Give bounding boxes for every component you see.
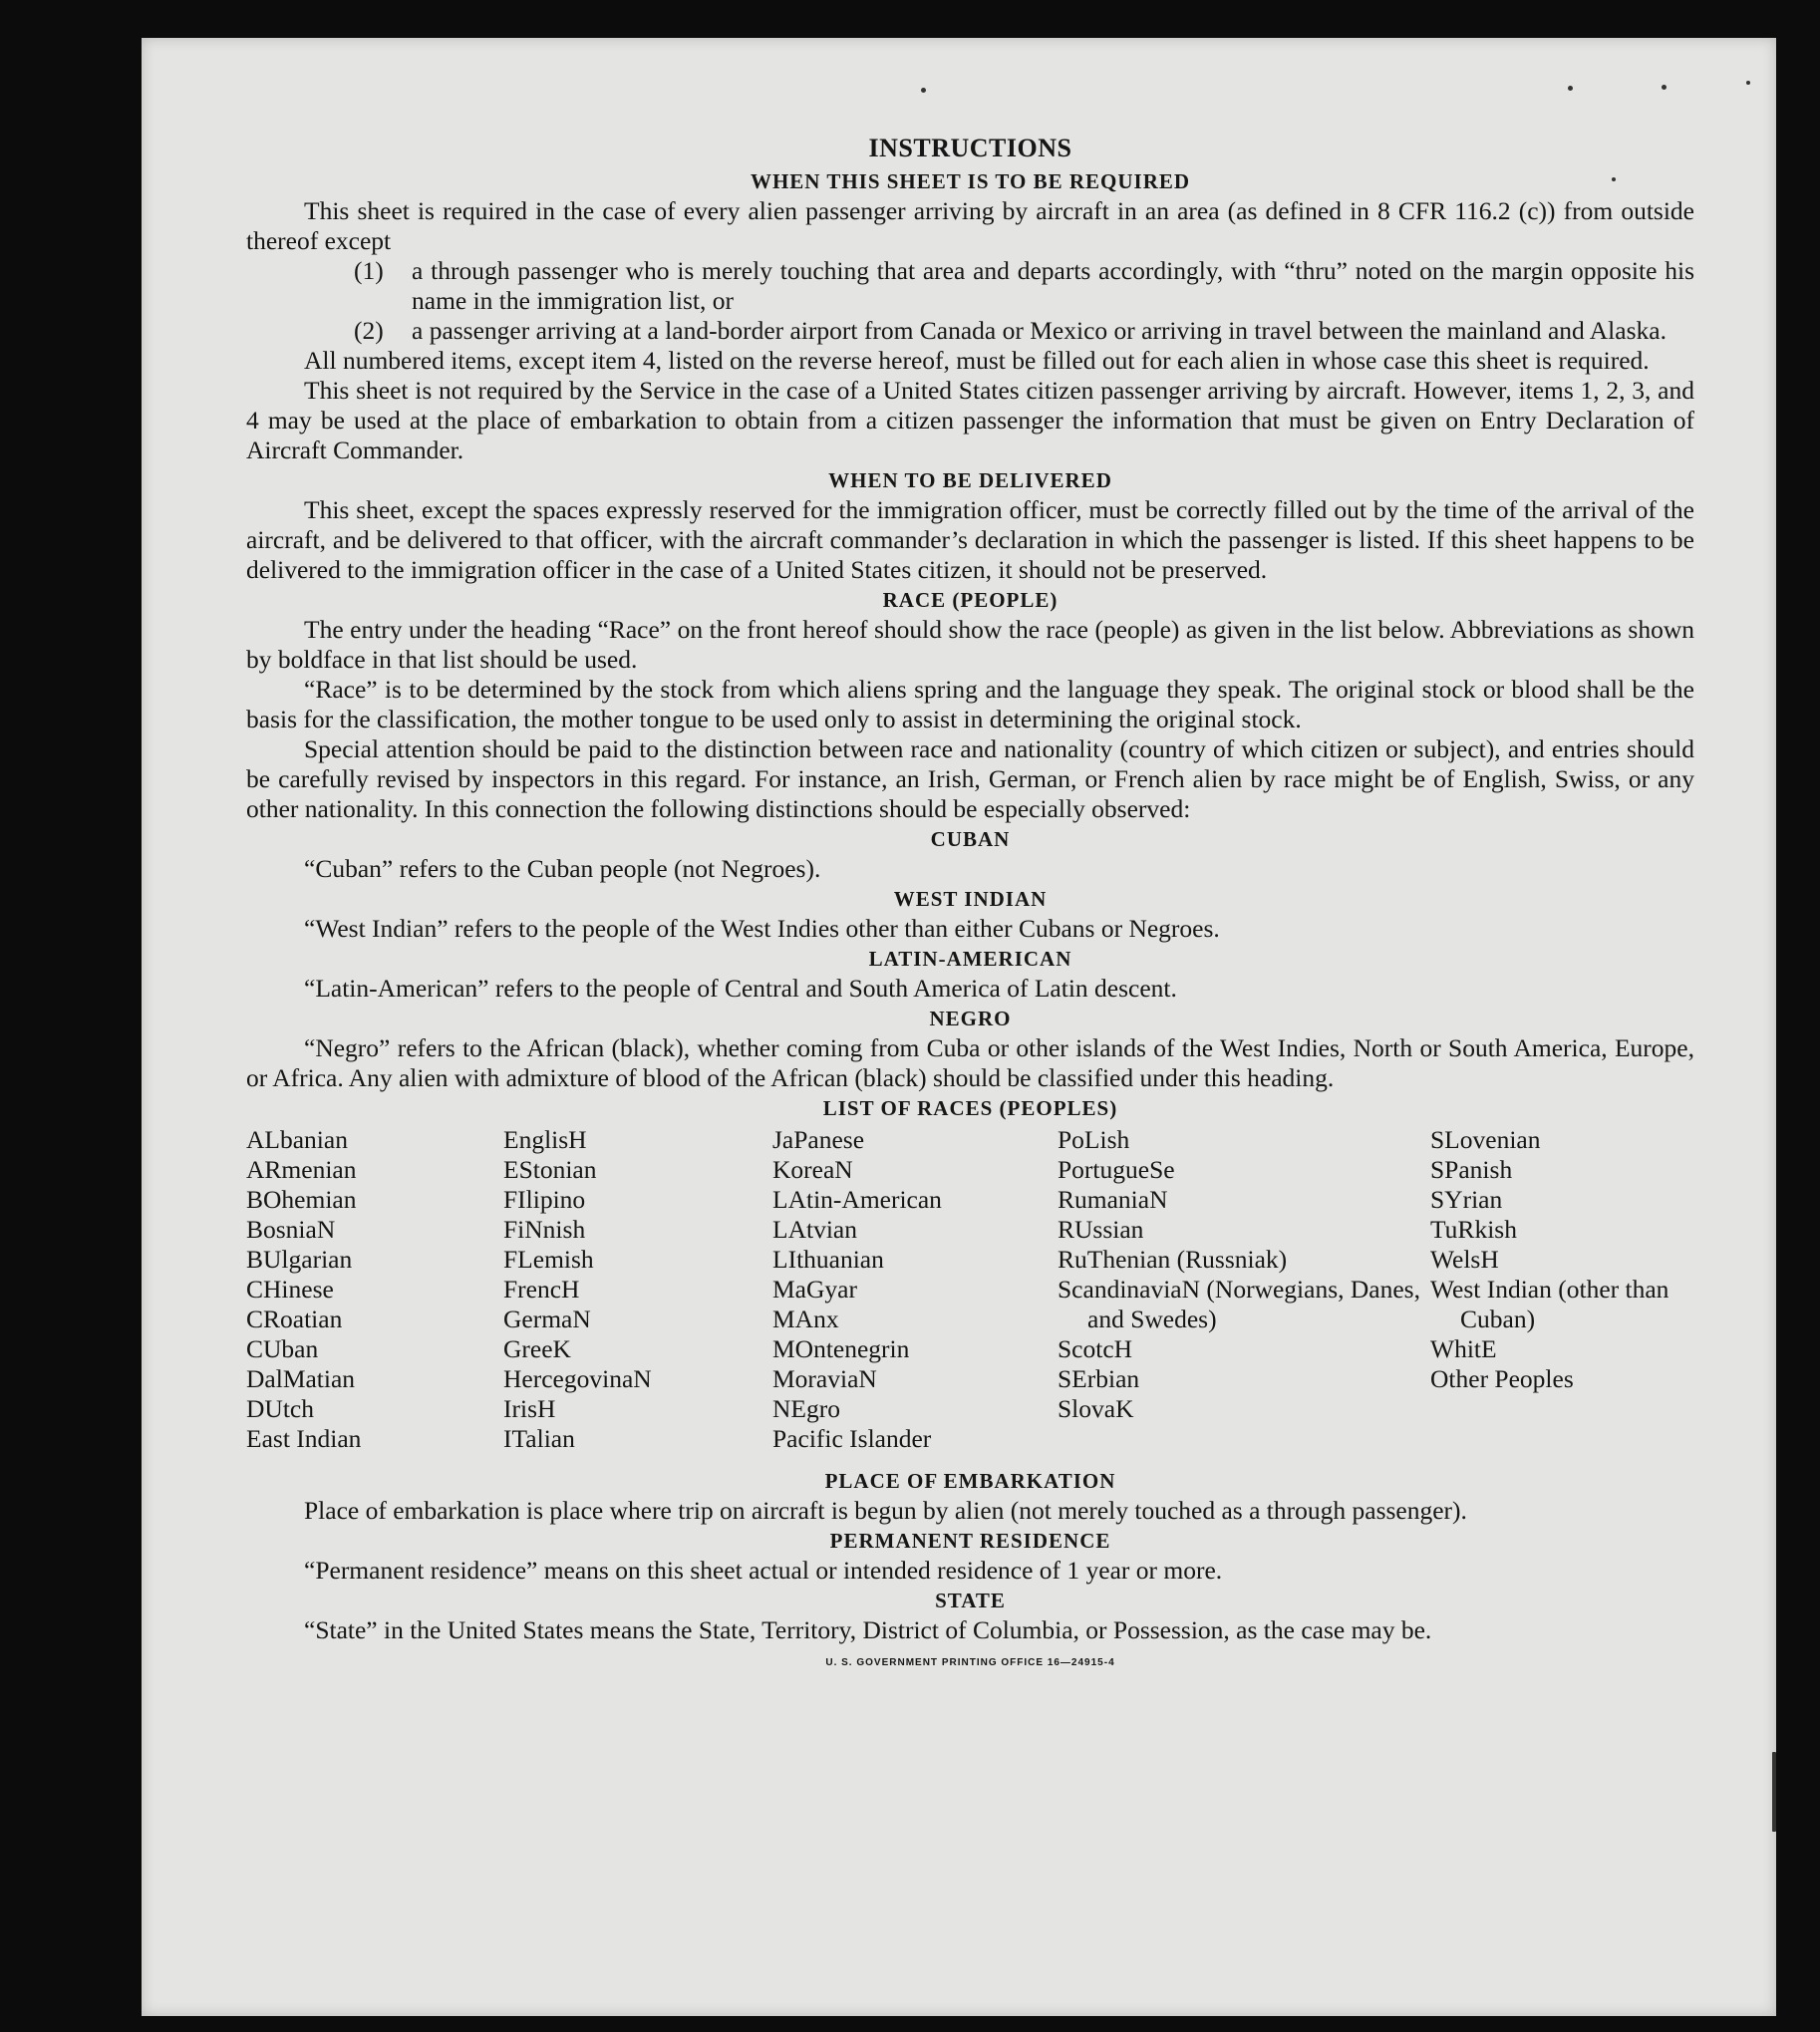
race-entry: West Indian (other than Cuban): [1430, 1275, 1669, 1333]
page-title: INSTRUCTIONS: [868, 134, 1072, 162]
race-entry: LAtvian: [772, 1215, 857, 1244]
race-entry: SYrian: [1430, 1185, 1503, 1214]
race-entry: MaGyar: [772, 1275, 857, 1304]
paragraph: “Latin-American” refers to the people of Central and South America of Latin descent.: [304, 974, 1177, 1003]
race-entry: EnglisH: [503, 1125, 587, 1154]
race-entry: East Indian: [246, 1424, 362, 1453]
race-entry: ScandinaviaN (Norwegians, Danes, and Swedes): [1058, 1275, 1420, 1333]
race-entry: CHinese: [246, 1275, 334, 1304]
section-heading-west-indian: WEST INDIAN: [893, 887, 1048, 911]
race-entry: MOntenegrin: [772, 1334, 910, 1363]
race-column: [1058, 1125, 1430, 1454]
race-entry: LIthuanian: [772, 1245, 884, 1274]
race-entry: SErbian: [1058, 1364, 1140, 1393]
paragraph: Special attention should be paid to the distinction between race and nationality (country of which citizen or subject), and entries should be carefully revised by inspectors in this regard. For instance, an Irish, German, or French alien by race might be of English, Swiss, or any other nationality. In this connection the following distinctions should be especially observed:: [246, 734, 1694, 823]
race-list: [246, 1125, 1694, 1454]
print-speck: [921, 88, 926, 93]
section-heading-delivered: WHEN TO BE DELIVERED: [828, 468, 1112, 492]
section-heading-cuban: CUBAN: [930, 827, 1011, 851]
print-speck: [1772, 1752, 1776, 1832]
race-entry: FiNnish: [503, 1215, 586, 1244]
print-speck: [1662, 85, 1667, 90]
race-entry: SlovaK: [1058, 1394, 1134, 1423]
race-entry: IrisH: [503, 1394, 556, 1423]
paragraph: “West Indian” refers to the people of the West Indies other than either Cubans or Negroes.: [304, 914, 1220, 943]
list-item: [246, 316, 1694, 346]
print-speck: [1746, 81, 1750, 85]
race-column: [246, 1125, 503, 1454]
list-item: [246, 256, 1694, 316]
race-entry: RUssian: [1058, 1215, 1144, 1244]
race-entry: NEgro: [772, 1394, 840, 1423]
race-entry: RumaniaN: [1058, 1185, 1168, 1214]
print-speck: [1568, 86, 1573, 91]
race-entry: WhitE: [1430, 1334, 1497, 1363]
race-entry: DUtch: [246, 1394, 314, 1423]
race-entry: ScotcH: [1058, 1334, 1133, 1363]
race-entry: FrencH: [503, 1275, 580, 1304]
race-entry: CRoatian: [246, 1305, 343, 1333]
race-entry: HercegovinaN: [503, 1364, 652, 1393]
race-column: [772, 1125, 1058, 1454]
paragraph: The entry under the heading “Race” on the front hereof should show the race (people) as given in the list below. Abbreviations as shown by boldface in that list should be used.: [246, 615, 1694, 674]
race-entry: SLovenian: [1430, 1125, 1541, 1154]
race-entry: FLemish: [503, 1245, 594, 1274]
race-entry: DalMatian: [246, 1364, 356, 1393]
paragraph: Place of embarkation is place where trip on aircraft is begun by alien (not merely touched as a through passenger).: [304, 1496, 1467, 1525]
race-entry: CUban: [246, 1334, 319, 1363]
race-entry: ITalian: [503, 1424, 575, 1453]
paragraph: “Permanent residence” means on this sheet actual or intended residence of 1 year or more.: [304, 1556, 1223, 1585]
race-entry: BosniaN: [246, 1215, 336, 1244]
race-entry: PortugueSe: [1058, 1155, 1175, 1184]
section-heading-residence: PERMANENT RESIDENCE: [829, 1529, 1111, 1553]
race-entry: BOhemian: [246, 1185, 357, 1214]
paragraph: “Race” is to be determined by the stock from which aliens spring and the language they speak. The original stock or blood shall be the basis for the classification, the mother tongue to be used only to assist in determining the original stock.: [246, 675, 1694, 733]
race-entry: SPanish: [1430, 1155, 1513, 1184]
item-text: a through passenger who is merely touching that area and departs accordingly, with “thru” noted on the margin opposite his name in the immigration list, or: [412, 256, 1694, 315]
section-heading-negro: NEGRO: [929, 1007, 1012, 1030]
race-entry: MAnx: [772, 1305, 839, 1333]
race-entry: GreeK: [503, 1334, 571, 1363]
item-number: (2): [354, 316, 384, 345]
race-column: [1430, 1125, 1694, 1454]
section-heading-state: STATE: [935, 1589, 1006, 1612]
race-entry: Pacific Islander: [772, 1424, 932, 1453]
race-entry: TuRkish: [1430, 1215, 1517, 1244]
item-number: (1): [354, 256, 384, 285]
paragraph: This sheet is not required by the Service in the case of a United States citizen passenger arriving by aircraft. However, items 1, 2, 3, and 4 may be used at the place of embarkation to obtain from a citizen passenger the information that must be given on Entry Declaration of Aircraft Commander.: [246, 376, 1694, 464]
section-heading-embarkation: PLACE OF EMBARKATION: [824, 1469, 1116, 1493]
race-entry: RuThenian (Russniak): [1058, 1245, 1288, 1274]
section-heading-race: RACE (PEOPLE): [882, 588, 1059, 612]
race-entry: Other Peoples: [1430, 1364, 1574, 1393]
race-entry: KoreaN: [772, 1155, 853, 1184]
race-entry: EStonian: [503, 1155, 597, 1184]
section-heading-latin-american: LATIN-AMERICAN: [868, 947, 1072, 971]
section-heading-required: WHEN THIS SHEET IS TO BE REQUIRED: [750, 169, 1191, 193]
paragraph: “Cuban” refers to the Cuban people (not Negroes).: [304, 854, 821, 883]
race-entry: ALbanian: [246, 1125, 348, 1154]
race-entry: GermaN: [503, 1305, 591, 1333]
race-column: [503, 1125, 772, 1454]
race-entry: ARmenian: [246, 1155, 357, 1184]
race-entry: PoLish: [1058, 1125, 1130, 1154]
instructions-body: [246, 131, 1694, 1668]
race-entry: JaPanese: [772, 1125, 865, 1154]
paragraph: “State” in the United States means the State, Territory, District of Columbia, or Possession, as the case may be.: [304, 1615, 1432, 1644]
race-entry: LAtin-American: [772, 1185, 942, 1214]
printer-imprint: U. S. GOVERNMENT PRINTING OFFICE 16—24915-4: [825, 1657, 1115, 1668]
paragraph: “Negro” refers to the African (black), whether coming from Cuba or other islands of the West Indies, North or South America, Europe, or Africa. Any alien with admixture of blood of the African (black) should be classified under this heading.: [246, 1033, 1694, 1092]
race-entry: MoraviaN: [772, 1364, 877, 1393]
item-text: a passenger arriving at a land-border airport from Canada or Mexico or arriving in travel between the mainland and Alaska.: [412, 316, 1667, 345]
section-heading-race-list: LIST OF RACES (PEOPLES): [822, 1096, 1118, 1120]
paragraph: This sheet, except the spaces expressly reserved for the immigration officer, must be correctly filled out by the time of the arrival of the aircraft, and be delivered to that officer, with the aircraft commander’s declaration in which the passenger is listed. If this sheet happens to be delivered to the immigration officer in the case of a United States citizen, it should not be preserved.: [246, 495, 1694, 584]
race-entry: FIlipino: [503, 1185, 586, 1214]
race-entry: BUlgarian: [246, 1245, 353, 1274]
race-entry: WelsH: [1430, 1245, 1499, 1274]
paragraph: This sheet is required in the case of every alien passenger arriving by aircraft in an area (as defined in 8 CFR 116.2 (c)) from outside thereof except: [246, 196, 1694, 255]
document-sheet: [142, 38, 1776, 2016]
paragraph: All numbered items, except item 4, listed on the reverse hereof, must be filled out for each alien in whose case this sheet is required.: [304, 346, 1650, 375]
